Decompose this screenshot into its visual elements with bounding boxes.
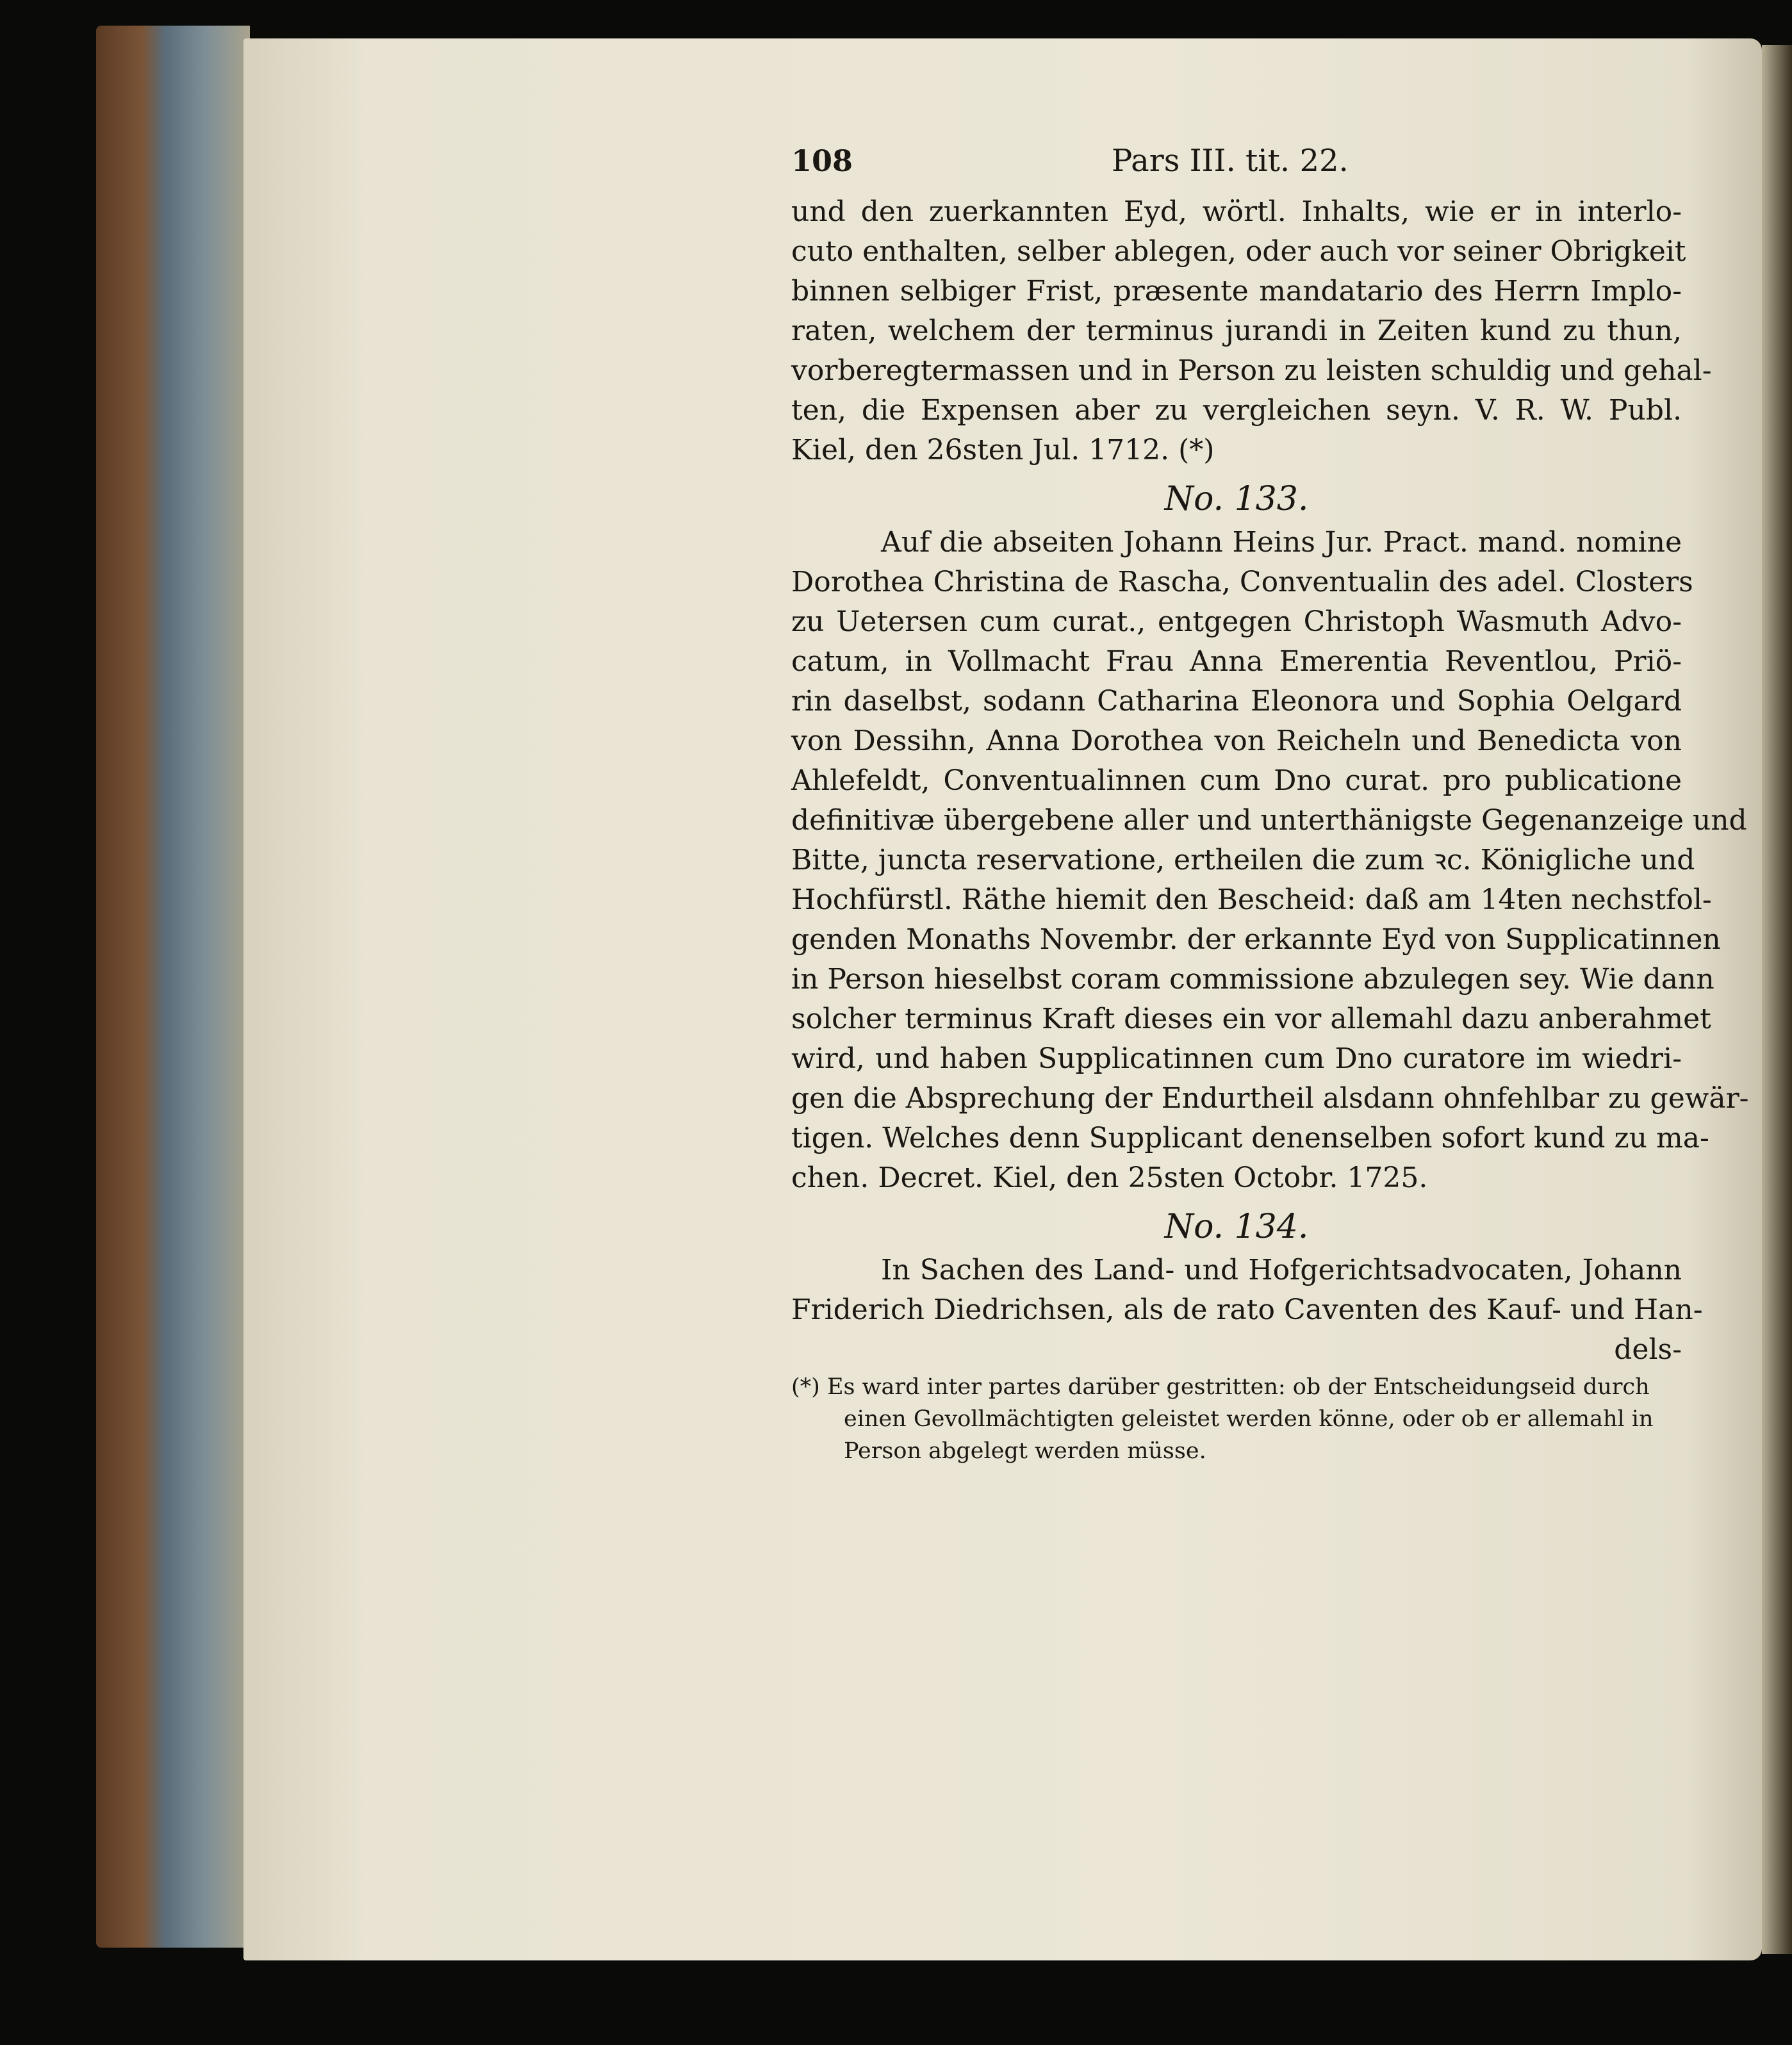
text-line: und den zuerkannten Eyd, wörtl. Inhalts, wie er in interlo- [791, 195, 1682, 228]
footnote [791, 1371, 1682, 1467]
footnote-text: Person abgelegt werden müsse. [844, 1438, 1206, 1464]
paragraph-continuation [791, 192, 1712, 470]
text-line: raten, welchem der terminus jurandi in Zeiten kund zu thun, [791, 315, 1682, 347]
text-line: tigen. Welches denn Supplicant denenselben sofort kund zu ma- [791, 1122, 1709, 1154]
text-line: chen. Decret. Kiel, den 25sten Octobr. 1725. [791, 1162, 1428, 1194]
footnote-text: Es ward inter partes darüber gestritten: ob der Entscheidungseid durch [826, 1374, 1650, 1400]
section-heading-134: No. 134. [1164, 1208, 1309, 1246]
text-line: in Person hieselbst coram commissione abzulegen sey. Wie dann [791, 963, 1714, 996]
page-number: 108 [791, 144, 853, 178]
section-heading-133: No. 133. [1164, 480, 1309, 518]
book-page-edge [1762, 45, 1792, 1954]
text-line: rin daselbst, sodann Catharina Eleonora und Sophia Oelgard [791, 685, 1682, 718]
text-line: zu Uetersen cum curat., entgegen Christoph Wasmuth Advo- [791, 605, 1682, 638]
text-line: In Sachen des Land- und Hofgerichtsadvocaten, Johann [881, 1254, 1682, 1286]
text-line: Auf die abseiten Johann Heins Jur. Pract. mand. nomine [881, 526, 1682, 559]
text-line: definitivæ übergebene aller und unterthänigste Gegenanzeige und [791, 804, 1747, 837]
footnote-first-line [791, 1371, 1682, 1403]
text-line: wird, und haben Supplicatinnen cum Dno curatore im wiedri- [791, 1042, 1682, 1075]
footnote-marker: (*) [791, 1374, 820, 1400]
book-spine [96, 26, 250, 1948]
text-line: ten, die Expensen aber zu vergleichen seyn. V. R. W. Publ. [791, 394, 1682, 427]
text-line: cuto enthalten, selber ablegen, oder auch vor seiner Obrigkeit [791, 235, 1686, 268]
text-line: binnen selbiger Frist, præsente mandatario des Herrn Implo- [791, 275, 1682, 308]
page-text [791, 141, 1749, 1467]
text-line: gen die Absprechung der Endurtheil alsdann ohnfehlbar zu gewär- [791, 1082, 1749, 1115]
running-title: Pars III. tit. 22. [1112, 143, 1349, 179]
text-line: Dorothea Christina de Rascha, Conventualin des adel. Closters [791, 566, 1693, 598]
section-133-body [791, 523, 1749, 1198]
running-head [791, 141, 1682, 186]
footnote-text: einen Gevollmächtigten geleistet werden könne, oder ob er allemahl in [844, 1406, 1654, 1432]
text-line: Ahlefeldt, Conventualinnen cum Dno curat. pro publicatione [791, 764, 1682, 797]
text-line: Bitte, juncta reservatione, ertheilen die zum ꝛc. Königliche und [791, 844, 1695, 876]
text-line: catum, in Vollmacht Frau Anna Emerentia Reventlou, Priö- [791, 645, 1682, 678]
section-134-body [791, 1251, 1703, 1370]
text-line: von Dessihn, Anna Dorothea von Reicheln und Benedicta von [791, 725, 1682, 757]
text-line: Kiel, den 26sten Jul. 1712. (*) [791, 434, 1215, 466]
text-line: vorberegtermassen und in Person zu leisten schuldig und gehal- [791, 354, 1712, 387]
text-line: Hochfürstl. Räthe hiemit den Bescheid: daß am 14ten nechstfol- [791, 883, 1712, 916]
text-line: Friderich Diedrichsen, als de rato Caventen des Kauf- und Han- [791, 1294, 1703, 1326]
catchword: dels- [1614, 1333, 1682, 1366]
text-line: genden Monaths Novembr. der erkannte Eyd von Supplicatinnen [791, 923, 1721, 956]
text-line: solcher terminus Kraft dieses ein vor allemahl dazu anberahmet [791, 1003, 1711, 1035]
